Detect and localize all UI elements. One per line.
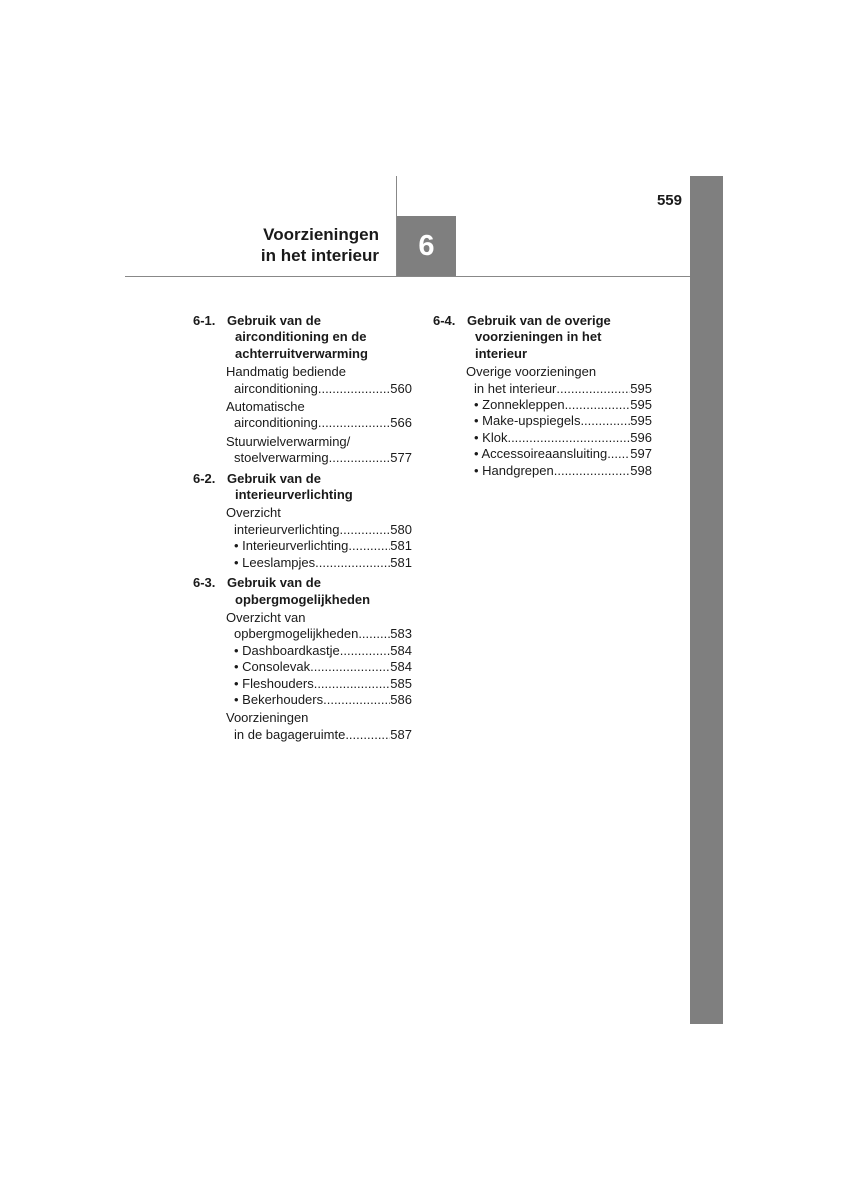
chapter-number-box [397,216,456,276]
toc-bullet-entry[interactable] [226,676,412,692]
dot-leader [565,397,631,413]
toc-bullet-entry[interactable] [466,430,652,446]
entry-page: 560 [390,380,412,396]
entry-first-line: Voorzieningen [226,710,309,726]
toc-bullet-entry[interactable] [466,446,652,462]
dot-leader [345,727,390,743]
entry-text: interieurverlichting [234,521,340,537]
entry-first-line: Handmatig bediende [226,364,346,380]
entry-first-line: Automatische [226,399,305,415]
toc-bullet-entry[interactable] [226,555,412,571]
toc-section-6-2 [193,471,412,571]
entry-page: 581 [390,554,412,570]
toc-column-right [433,313,652,483]
section-title-line: airconditioning en de [235,329,367,345]
toc-entry[interactable] [226,610,412,643]
chapter-title-line: in het interieur [260,246,379,265]
toc-section-6-4 [433,313,652,479]
section-title-line: achterruitverwarming [235,345,368,361]
toc-entry[interactable] [226,505,412,538]
entry-text: • Zonnekleppen [474,397,565,413]
dot-leader [556,381,630,397]
entry-page: 583 [390,626,412,642]
toc-section-6-3 [193,575,412,743]
section-title-line: interieurverlichting [235,487,353,503]
entry-page: 595 [630,397,652,413]
toc-bullet-entry[interactable] [466,397,652,413]
entry-text: stoelverwarming [234,450,329,466]
dot-leader [315,555,390,571]
chapter-number: 6 [418,229,435,262]
dot-leader [340,643,391,659]
toc-entry[interactable] [226,434,412,467]
toc-bullet-entry[interactable] [226,659,412,675]
chapter-title-line: Voorzieningen [263,225,379,244]
dot-leader [340,522,391,538]
dot-leader [310,659,390,675]
entry-text: • Dashboardkastje [234,642,340,658]
entry-first-line: Overige voorzieningen [466,364,597,380]
entry-text: • Consolevak [234,659,311,675]
toc-bullet-entry[interactable] [466,413,652,429]
dot-leader [507,430,630,446]
entry-page: 566 [390,415,412,431]
toc-bullet-entry[interactable] [466,463,652,479]
toc-section-6-1 [193,313,412,467]
entry-page: 595 [630,413,652,429]
entry-text: • Klok [474,429,508,445]
dot-leader [554,463,631,479]
entry-page: 598 [630,462,652,478]
entry-text: • Accessoireaansluiting [474,446,608,462]
entry-text: in het interieur [474,380,557,396]
entry-page: 577 [390,450,412,466]
section-heading [193,471,412,504]
entry-first-line: Overzicht [226,505,281,521]
section-number: 6-2. [193,470,216,486]
toc-bullet-entry[interactable] [226,692,412,708]
dot-leader [323,692,390,708]
chapter-side-tab [690,176,723,1024]
page-number: 559 [656,192,682,209]
entry-text: • Interieurverlichting [234,538,349,554]
entry-first-line: Stuurwielverwarming/ [226,433,351,449]
entry-first-line: Overzicht van [226,609,306,625]
entry-page: 597 [630,446,652,462]
toc-entry[interactable] [226,710,412,743]
entry-text: in de bagageruimte [234,726,346,742]
section-number: 6-1. [193,313,216,328]
entry-text: opbergmogelijkheden [234,626,359,642]
entry-page: 580 [390,521,412,537]
section-number: 6-4. [433,313,456,328]
section-title-line: Gebruik van de [227,470,321,486]
section-number: 6-3. [193,575,216,591]
dot-leader [348,538,390,554]
toc-entry[interactable] [226,399,412,432]
toc-entry[interactable] [466,364,652,397]
section-heading [433,313,652,362]
toc-column-left [193,313,412,747]
header-horizontal-rule [125,276,691,277]
entry-text: • Leeslampjes [234,554,316,570]
entry-page: 595 [630,380,652,396]
section-title-line: interieur [475,345,528,361]
entry-text: • Make-upspiegels [474,413,581,429]
dot-leader [358,626,390,642]
entry-text: • Bekerhouders [234,691,324,707]
chapter-title [200,224,379,266]
dot-leader [329,450,391,466]
toc-entry[interactable] [226,364,412,397]
entry-text: • Handgrepen [474,462,554,478]
dot-leader [607,446,630,462]
entry-page: 581 [390,538,412,554]
toc-bullet-entry[interactable] [226,538,412,554]
section-title-line: Gebruik van de [227,575,321,591]
dot-leader [580,413,630,429]
section-title-line: opbergmogelijkheden [235,591,371,607]
dot-leader [318,381,390,397]
entry-text: • Fleshouders [234,675,314,691]
section-title-line: voorzieningen in het [475,329,602,345]
entry-page: 584 [390,659,412,675]
section-title-line: Gebruik van de overige [467,313,611,328]
section-heading [193,575,412,608]
entry-page: 596 [630,429,652,445]
entry-page: 585 [390,675,412,691]
dot-leader [314,676,391,692]
section-heading [193,313,412,362]
dot-leader [318,415,390,431]
section-title-line: Gebruik van de [227,313,321,328]
entry-text: airconditioning [234,380,318,396]
entry-text: airconditioning [234,415,318,431]
toc-bullet-entry[interactable] [226,643,412,659]
entry-page: 584 [390,642,412,658]
entry-page: 586 [390,691,412,707]
entry-page: 587 [390,726,412,742]
